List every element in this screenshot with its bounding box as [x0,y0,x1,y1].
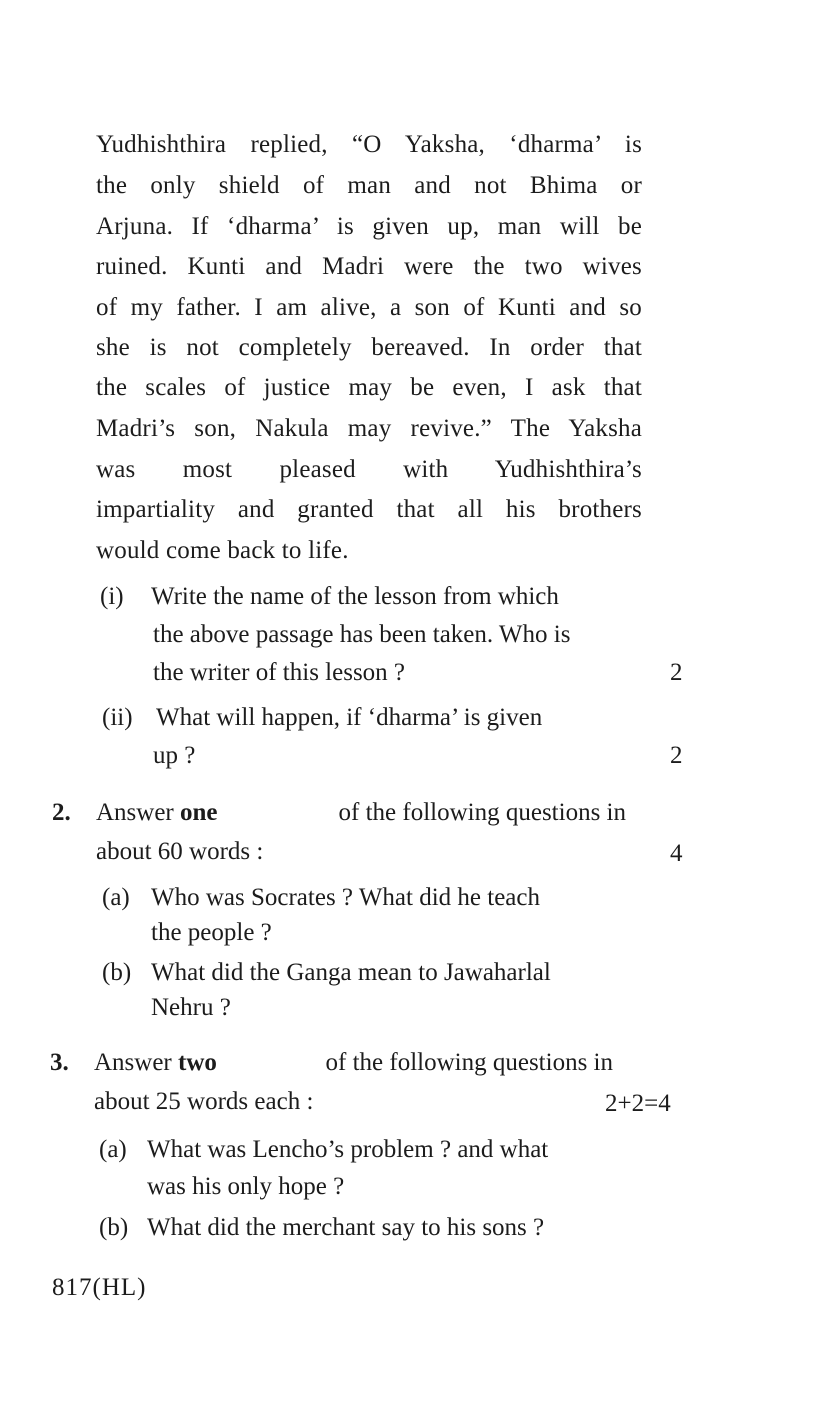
paper-code: 817(HL) [52,1274,147,1301]
sub-question-label: (i) [100,583,124,610]
question-text-rest: of the following questions in [325,1049,613,1076]
sub-question-label: (ii) [102,704,133,731]
option-text: Who was Socrates ? What did he teach [151,884,540,911]
question-text-rest: of the following questions in [338,799,626,826]
option-label: (a) [99,1136,127,1163]
question-text [94,1048,613,1078]
question-number: 3. [50,1049,69,1076]
question-text-start: Answer one [96,799,218,826]
option-text: What did the merchant say to his sons ? [147,1214,545,1241]
passage-line: was most pleased with Yudhishthira’s [96,456,642,483]
question-text: about 25 words each : [94,1088,314,1115]
marks: 4 [670,840,683,867]
marks: 2 [670,742,683,769]
question-text [96,798,626,828]
option-label: (b) [102,959,132,986]
marks: 2+2=4 [605,1090,671,1117]
sub-question-text: the writer of this lesson ? [153,659,406,686]
question-text-start: Answer two [94,1049,217,1076]
passage-line: ruined. Kunti and Madri were the two wives [96,253,642,280]
option-text: Nehru ? [151,994,231,1021]
option-text: What did the Ganga mean to Jawaharlal [151,959,551,986]
emphasis-word: one [180,799,218,826]
emphasis-word: two [178,1049,217,1076]
passage-line: Arjuna. If ‘dharma’ is given up, man will be [96,213,642,240]
sub-question-text: up ? [153,742,196,769]
sub-question-text: Write the name of the lesson from which [151,583,559,610]
marks: 2 [670,659,683,686]
passage-line: the scales of justice may be even, I ask that [96,374,642,401]
sub-question-text: the above passage has been taken. Who is [153,621,571,648]
option-text: the people ? [151,919,272,946]
passage-line: the only shield of man and not Bhima or [96,172,642,199]
passage-line: Madri’s son, Nakula may revive.” The Yaksha [96,415,642,442]
passage-line: of my father. I am alive, a son of Kunti and so [96,294,642,321]
option-text: was his only hope ? [147,1173,345,1200]
question-number: 2. [52,799,71,826]
sub-question-text: What will happen, if ‘dharma’ is given [156,704,543,731]
option-label: (b) [99,1214,129,1241]
question-text: about 60 words : [96,838,264,865]
option-label: (a) [102,884,130,911]
passage-line: she is not completely bereaved. In order that [96,334,642,361]
passage-line: would come back to life. [96,537,349,564]
passage-line: impartiality and granted that all his brothers [96,496,642,523]
option-text: What was Lencho’s problem ? and what [147,1136,549,1163]
passage-line: Yudhishthira replied, “O Yaksha, ‘dharma’ is [96,131,642,158]
